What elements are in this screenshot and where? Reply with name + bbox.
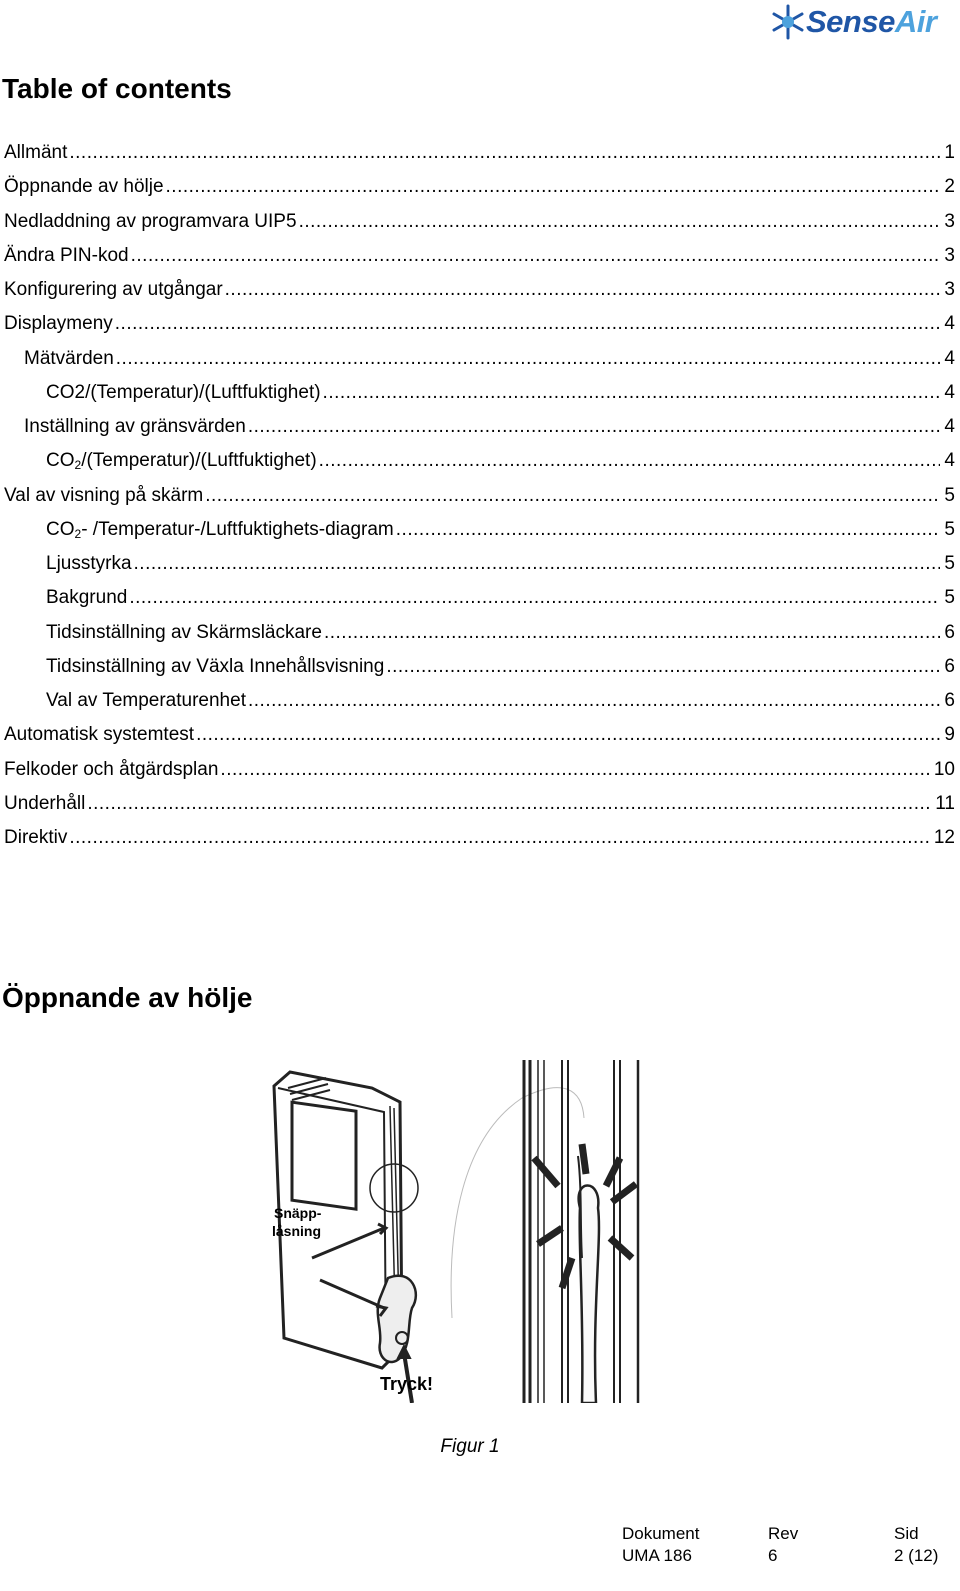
toc-entry[interactable] (0, 684, 955, 718)
footer-document-id: UMA 186 (622, 1546, 692, 1565)
toc-entry[interactable] (0, 581, 955, 615)
senseair-logo (768, 2, 953, 42)
toc-entry-page: 4 (944, 347, 955, 369)
toc-leader-dots (220, 753, 929, 787)
toc-entry-page: 11 (935, 792, 955, 814)
toc-leader-dots (134, 547, 941, 581)
toc-entry-label: Tidsinställning av Växla Innehållsvisning (46, 655, 385, 677)
toc-entry[interactable] (0, 410, 955, 444)
toc-entry[interactable] (0, 342, 955, 376)
toc-entry[interactable] (0, 718, 955, 752)
toc-leader-dots (69, 821, 930, 855)
logo-text-air: Air (894, 4, 937, 39)
toc-entry-page: 3 (944, 244, 955, 266)
toc-entry-page: 2 (944, 176, 955, 198)
toc-title: Table of contents (2, 73, 232, 104)
toc-entry-page: 6 (944, 621, 955, 643)
toc-entry[interactable] (0, 547, 955, 581)
toc-entry[interactable] (0, 650, 955, 684)
toc-entry-label: Bakgrund (46, 587, 128, 609)
toc-leader-dots (386, 650, 940, 684)
toc-entry-page: 3 (944, 279, 955, 300)
snowflake-logo-icon (768, 2, 808, 42)
toc-entry-label: Inställning av gränsvärden (24, 416, 246, 437)
toc-leader-dots (166, 170, 941, 204)
footer-header-rev: Rev (768, 1524, 799, 1543)
toc-leader-dots (87, 787, 931, 821)
toc-entry[interactable] (0, 136, 955, 170)
toc-entry-page: 9 (944, 724, 955, 746)
toc-leader-dots (248, 410, 941, 444)
toc-entry[interactable] (0, 513, 955, 547)
figure-label-snap-line1: Snäpp- (274, 1205, 322, 1221)
toc-leader-dots (115, 307, 941, 341)
toc-entry[interactable] (0, 307, 955, 341)
figure-label-snap-line2: låsning (272, 1223, 322, 1239)
toc-entry-label: Direktiv (4, 827, 68, 848)
toc-entry-label: Öppnande av hölje (4, 176, 164, 198)
toc-leader-dots (323, 376, 941, 410)
toc-leader-dots (396, 513, 941, 547)
toc-entry-label: Konfigurering av utgångar (4, 279, 223, 300)
detail-zoom-illustration (451, 1060, 638, 1403)
toc-entry-page: 4 (944, 450, 955, 472)
toc-entry-label: Underhåll (4, 792, 86, 814)
footer-page-number: 2 (12) (894, 1546, 939, 1565)
toc-entry[interactable] (0, 753, 955, 787)
enclosure-opening-figure (262, 1058, 702, 1403)
toc-leader-dots (248, 684, 940, 718)
toc-entry-page: 5 (944, 518, 955, 540)
footer-value-row (622, 1545, 954, 1567)
toc-entry-label: Allmänt (4, 142, 68, 163)
section-title: Öppnande av hölje (2, 982, 253, 1013)
logo-text-sense: Sense (806, 4, 895, 39)
figure-label-press: Tryck! (380, 1374, 434, 1394)
toc-entry-page: 5 (944, 553, 955, 574)
toc-leader-dots (225, 273, 941, 307)
toc-entry-label: $CO_2-$ /Temperatur-/Luftfuktighets-diagram (46, 518, 394, 541)
figure-caption: Figur 1 (440, 1436, 500, 1457)
toc-entry[interactable] (0, 239, 955, 273)
toc-entry[interactable] (0, 821, 955, 855)
toc-leader-dots (319, 444, 941, 478)
toc-entry-label: Ljusstyrka (46, 553, 132, 574)
toc-entry-label: Tidsinställning av Skärmsläckare (46, 621, 322, 643)
toc-entry[interactable] (0, 376, 955, 410)
toc-entry-page: 5 (944, 587, 955, 609)
toc-entry-page: 4 (944, 416, 955, 437)
toc-entry-label: CO2/(Temperatur)/(Luftfuktighet) (46, 381, 321, 403)
toc-entry-label: Nedladdning av programvara UIP5 (4, 210, 297, 232)
document-footer (622, 1523, 954, 1567)
toc-entry-page: 4 (944, 313, 955, 335)
toc-entry[interactable] (0, 787, 955, 821)
footer-header-document: Dokument (622, 1524, 700, 1543)
toc-entry[interactable] (0, 479, 955, 513)
toc-entry-label: Val av Temperaturenhet (46, 690, 246, 711)
footer-revision: 6 (768, 1546, 778, 1565)
toc-entry-page: 4 (944, 381, 955, 403)
toc-entry-page: 1 (944, 142, 955, 163)
toc-entry[interactable] (0, 205, 955, 239)
footer-header-page: Sid (894, 1524, 919, 1543)
toc-entry-label: $CO_2/(Temperatur)/(Luftfuktighet)$ (46, 450, 317, 473)
toc-leader-dots (129, 581, 940, 615)
toc-entry-page: 10 (933, 758, 955, 780)
toc-leader-dots (116, 342, 941, 376)
toc-entry-label: Displaymeny (4, 313, 113, 335)
toc-leader-dots (205, 479, 940, 513)
toc-entry-page: 6 (944, 690, 955, 711)
toc-entry-label: Ändra PIN-kod (4, 244, 129, 266)
toc-entry-label: Automatisk systemtest (4, 724, 195, 746)
toc-leader-dots (131, 239, 941, 273)
toc-entry-label: Felkoder och åtgärdsplan (4, 758, 219, 780)
toc-leader-dots (69, 136, 940, 170)
toc-entry-page: 12 (933, 827, 955, 848)
toc-entry[interactable] (0, 444, 955, 478)
logo-text (806, 4, 936, 40)
toc-entry-label: Val av visning på skärm (4, 484, 204, 506)
toc-entry[interactable] (0, 273, 955, 307)
toc-entry[interactable] (0, 170, 955, 204)
toc-leader-dots (299, 205, 941, 239)
toc-leader-dots (324, 616, 940, 650)
toc-list (0, 136, 955, 855)
toc-entry[interactable] (0, 616, 955, 650)
toc-entry-page: 3 (944, 210, 955, 232)
toc-entry-label: Mätvärden (24, 347, 114, 369)
toc-entry-page: 5 (944, 484, 955, 506)
toc-leader-dots (196, 718, 940, 752)
toc-entry-page: 6 (944, 655, 955, 677)
footer-header-row (622, 1523, 954, 1545)
